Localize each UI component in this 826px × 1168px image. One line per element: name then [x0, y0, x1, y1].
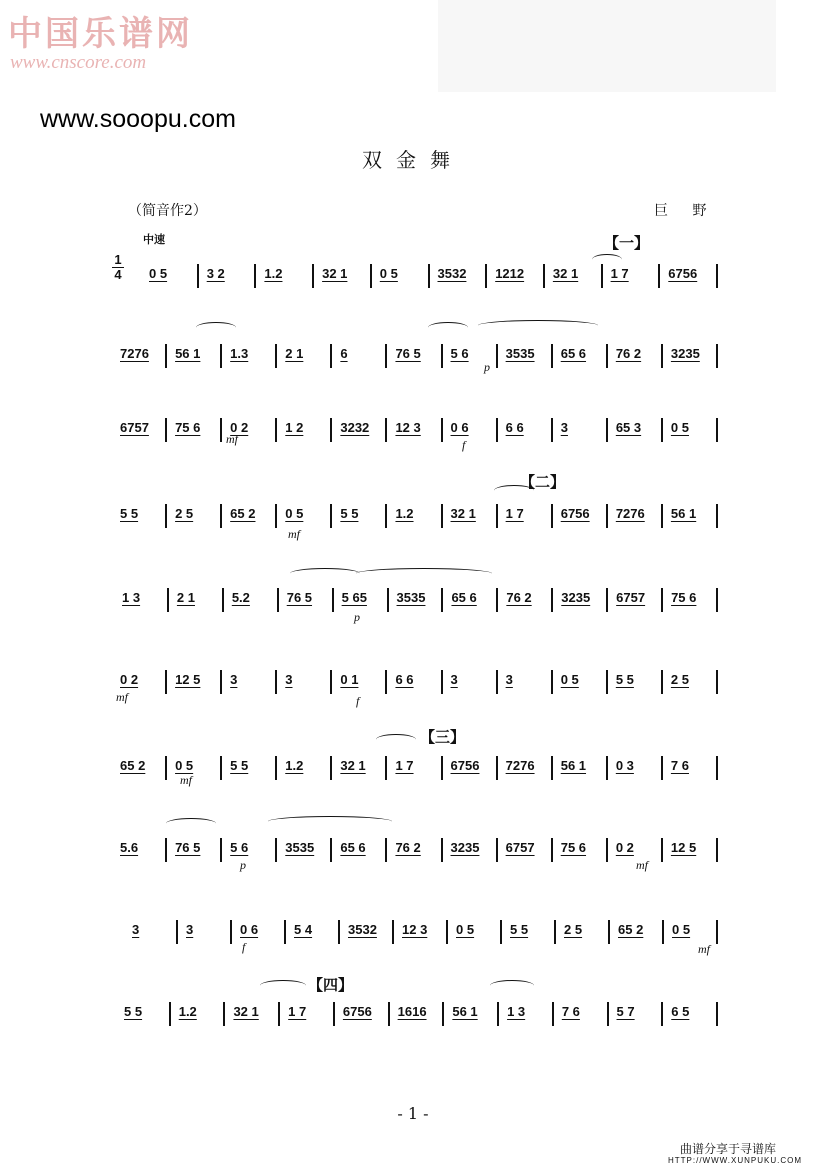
barline [220, 670, 222, 694]
barline [165, 344, 167, 368]
slur [376, 734, 416, 745]
measure-notes: 1.3 [230, 346, 249, 361]
measure-notes: 5 5 [340, 506, 359, 521]
measure-notes: 2 1 [176, 590, 195, 605]
barline [661, 838, 663, 862]
barline [441, 838, 443, 862]
measure-notes: 76 5 [286, 590, 313, 605]
measure-notes: 7276 [505, 758, 535, 773]
barline [312, 264, 314, 288]
measure-notes: 65 6 [560, 346, 587, 361]
measure-notes: 65 3 [615, 420, 642, 435]
barline [277, 588, 279, 612]
dynamic-mf: mf [288, 527, 300, 541]
measure-notes: 1 2 [285, 420, 304, 435]
barline [165, 838, 167, 862]
measure-notes: 5 65 [341, 590, 367, 605]
section-mark-3: 【三】 [420, 728, 466, 746]
section-mark-4: 【四】 [308, 976, 354, 994]
barline [485, 264, 487, 288]
measure-notes: 3532 [437, 266, 467, 281]
barline [165, 504, 167, 528]
barline [385, 418, 387, 442]
barline [330, 344, 332, 368]
measure-notes: 1212 [495, 266, 525, 281]
measure-notes: 7276 [615, 506, 645, 521]
barline [551, 504, 553, 528]
time-signature-bottom: 4 [114, 267, 122, 282]
barline [716, 1002, 718, 1026]
barline [230, 920, 232, 944]
staff-row [110, 500, 732, 540]
measure-notes: 0 1 [340, 672, 359, 687]
barline [165, 670, 167, 694]
barline [601, 264, 603, 288]
barline [658, 264, 660, 288]
dynamic-mf: mf [180, 773, 192, 787]
measure-notes: 56 1 [670, 506, 697, 521]
barline [606, 344, 608, 368]
barline [275, 756, 277, 780]
measure-notes: 0 2 [230, 420, 249, 435]
measure-notes: 5 7 [616, 1004, 635, 1019]
staff-row [110, 666, 732, 706]
barline [330, 418, 332, 442]
measure-notes: 1.2 [264, 266, 283, 281]
measure-notes: 0 5 [149, 266, 168, 281]
barline [330, 756, 332, 780]
barline [716, 920, 718, 944]
barline [496, 838, 498, 862]
dynamic-f: f [462, 438, 466, 452]
barline [606, 588, 608, 612]
measure-notes: 3235 [670, 346, 700, 361]
barline [169, 1002, 171, 1026]
measure-notes: 5 4 [294, 922, 313, 937]
barline [165, 418, 167, 442]
measure-notes: 6 6 [395, 672, 414, 687]
measure-notes: 75 6 [671, 590, 697, 605]
measure-notes: 76 2 [506, 590, 532, 605]
measure-notes: 0 5 [560, 672, 579, 687]
measure-notes: 3535 [505, 346, 535, 361]
measure-notes: 6 [340, 346, 348, 361]
barline [278, 1002, 280, 1026]
barline [370, 264, 372, 288]
composer: 巨 野 [654, 203, 717, 219]
barline [220, 838, 222, 862]
measure-notes: 12 5 [670, 840, 697, 855]
barline [275, 344, 277, 368]
slur [260, 980, 306, 991]
measure-notes: 5 5 [510, 922, 529, 937]
dynamic-f: f [356, 694, 360, 708]
barline [197, 264, 199, 288]
measure-notes: 3235 [450, 840, 480, 855]
barline [220, 756, 222, 780]
barline [441, 670, 443, 694]
barline [606, 504, 608, 528]
measure-notes: 0 2 [120, 672, 139, 687]
measure-notes: 2 5 [670, 672, 689, 687]
staff-row [110, 916, 732, 956]
slur [478, 320, 598, 331]
measure-notes: 76 5 [395, 346, 421, 361]
barline [716, 838, 718, 862]
slur [290, 568, 360, 579]
measure-notes: 1.2 [178, 1004, 197, 1019]
measure-notes: 1 7 [395, 758, 414, 773]
barline [442, 1002, 444, 1026]
dynamic-f: f [242, 940, 246, 954]
barline [716, 670, 718, 694]
slur [196, 322, 236, 333]
barline [496, 418, 498, 442]
barline [496, 504, 498, 528]
barline [716, 264, 718, 288]
measure-notes: 0 5 [456, 922, 475, 937]
measure-notes: 3 [450, 672, 458, 687]
measure-notes: 7 6 [670, 758, 689, 773]
barline [496, 670, 498, 694]
measure-notes: 3 [230, 672, 238, 687]
barline [543, 264, 545, 288]
measure-notes: 56 1 [175, 346, 201, 361]
barline [220, 504, 222, 528]
barline [385, 504, 387, 528]
measure-notes: 12 5 [175, 672, 201, 687]
barline [220, 344, 222, 368]
barline [606, 838, 608, 862]
measure-notes: 6 6 [505, 420, 524, 435]
barline [497, 1002, 499, 1026]
measure-notes: 3232 [340, 420, 370, 435]
watermark-title: 中国乐谱网 [8, 14, 193, 54]
barline [338, 920, 340, 944]
measure-notes: 6757 [120, 420, 149, 435]
slur [356, 568, 492, 579]
watermark-box [438, 0, 776, 92]
barline [551, 588, 553, 612]
staff-row [110, 260, 732, 300]
measure-notes: 1 7 [610, 266, 629, 281]
measure-notes: 5 6 [230, 840, 249, 855]
measure-notes: 0 3 [615, 758, 634, 773]
measure-notes: 65 2 [230, 506, 256, 521]
measure-notes: 56 1 [560, 758, 587, 773]
section-mark-1: 【一】 [604, 234, 650, 252]
measure-notes: 1 3 [507, 1004, 526, 1019]
measure-notes: 3 [560, 420, 568, 435]
measure-notes: 75 6 [560, 840, 587, 855]
measure-notes: 56 1 [452, 1004, 478, 1019]
measure-notes: 6756 [668, 266, 698, 281]
barline [716, 418, 718, 442]
barline [661, 1002, 663, 1026]
barline [446, 920, 448, 944]
barline [441, 756, 443, 780]
barline [716, 344, 718, 368]
barline [661, 670, 663, 694]
measure-notes: 32 1 [322, 266, 348, 281]
barline [606, 670, 608, 694]
measure-notes: 65 6 [451, 590, 477, 605]
staff-row [110, 340, 732, 380]
measure-notes: 1 7 [505, 506, 524, 521]
dynamic-mf: mf [116, 690, 128, 704]
site-url[interactable]: www.sooopu.com [40, 105, 236, 133]
barline [551, 838, 553, 862]
barline [551, 344, 553, 368]
measure-notes: 1.2 [285, 758, 304, 773]
barline [275, 504, 277, 528]
barline [441, 344, 443, 368]
staff-row [110, 752, 732, 792]
measure-notes: 6756 [560, 506, 590, 521]
measure-notes: 76 5 [175, 840, 201, 855]
measure-notes: 32 1 [552, 266, 579, 281]
barline [500, 920, 502, 944]
measure-notes: 5.2 [231, 590, 250, 605]
barline [608, 920, 610, 944]
measure-notes: 3 [285, 672, 293, 687]
staff-row [110, 998, 732, 1038]
measure-notes: 1616 [397, 1004, 427, 1019]
barline [330, 504, 332, 528]
measure-notes: 1 7 [288, 1004, 307, 1019]
dynamic-p: p [354, 610, 360, 624]
barline [496, 756, 498, 780]
barline [428, 264, 430, 288]
measure-notes: 3 [132, 922, 140, 937]
barline [330, 838, 332, 862]
measure-notes: 65 2 [618, 922, 644, 937]
measure-notes: 0 5 [670, 420, 689, 435]
slur [428, 322, 468, 333]
measure-notes: 2 5 [175, 506, 194, 521]
barline [385, 756, 387, 780]
barline [176, 920, 178, 944]
staff-row [110, 414, 732, 454]
measure-notes: 5.6 [120, 840, 139, 855]
measure-notes: 6757 [616, 590, 646, 605]
measure-notes: 3532 [348, 922, 377, 937]
staff-row [110, 584, 732, 624]
barline [388, 1002, 390, 1026]
barline [275, 838, 277, 862]
footer-url[interactable]: HTTP://WWW.XUNPUKU.COM [668, 1156, 802, 1165]
measure-notes: 5 5 [120, 506, 139, 521]
song-title: 双金舞 [362, 148, 464, 172]
barline [716, 588, 718, 612]
measure-notes: 3 [186, 922, 194, 937]
measure-notes: 76 2 [395, 840, 421, 855]
barline [220, 418, 222, 442]
measure-notes: 6756 [342, 1004, 372, 1019]
barline [716, 504, 718, 528]
barline [385, 344, 387, 368]
barline [552, 1002, 554, 1026]
slur [166, 818, 216, 829]
section-mark-2: 【二】 [520, 473, 566, 491]
measure-notes: 0 5 [285, 506, 304, 521]
measure-notes: 5 5 [615, 672, 634, 687]
barline [661, 418, 663, 442]
barline [392, 920, 394, 944]
measure-notes: 7 6 [561, 1004, 580, 1019]
slur [268, 816, 392, 827]
measure-notes: 32 1 [450, 506, 476, 521]
slur [494, 485, 534, 496]
measure-notes: 1 3 [122, 590, 141, 605]
measure-notes: 1.2 [395, 506, 414, 521]
measure-notes: 0 5 [379, 266, 398, 281]
barline [606, 418, 608, 442]
barline [387, 588, 389, 612]
barline [332, 588, 334, 612]
barline [441, 418, 443, 442]
barline [254, 264, 256, 288]
measure-notes: 0 6 [240, 922, 259, 937]
measure-notes: 5 5 [230, 758, 249, 773]
measure-notes: 32 1 [340, 758, 366, 773]
time-signature-top: 1 [114, 252, 122, 267]
page-number: - 1 - [397, 1104, 429, 1123]
barline [385, 838, 387, 862]
measure-notes: 0 5 [672, 922, 691, 937]
barline [551, 418, 553, 442]
measure-notes: 0 6 [450, 420, 469, 435]
barline [441, 504, 443, 528]
barline [441, 588, 443, 612]
measure-notes: 6 5 [671, 1004, 690, 1019]
barline [551, 670, 553, 694]
barline [333, 1002, 335, 1026]
barline [716, 756, 718, 780]
barline [330, 670, 332, 694]
staff-row [110, 834, 732, 874]
dynamic-mf: mf [698, 942, 710, 956]
barline [222, 588, 224, 612]
measure-notes: 32 1 [233, 1004, 259, 1019]
measure-notes: 0 2 [615, 840, 634, 855]
measure-notes: 3235 [561, 590, 591, 605]
dynamic-p: p [484, 360, 490, 374]
barline [554, 920, 556, 944]
barline [661, 504, 663, 528]
watermark-url: www.cnscore.com [10, 52, 147, 73]
barline [385, 670, 387, 694]
barline [662, 920, 664, 944]
measure-notes: 12 3 [395, 420, 421, 435]
measure-notes: 3 [505, 672, 513, 687]
slur [490, 980, 534, 991]
measure-notes: 7276 [120, 346, 149, 361]
barline [496, 344, 498, 368]
measure-notes: 2 1 [285, 346, 304, 361]
measure-notes: 6756 [450, 758, 480, 773]
barline [223, 1002, 225, 1026]
measure-notes: 65 2 [120, 758, 146, 773]
barline [661, 344, 663, 368]
measure-notes: 3 2 [206, 266, 225, 281]
measure-notes: 65 6 [340, 840, 366, 855]
dynamic-p: p [240, 858, 246, 872]
barline [551, 756, 553, 780]
dynamic-mf: mf [636, 858, 648, 872]
footer-text: 曲谱分享于寻谱库 [680, 1142, 777, 1156]
barline [607, 1002, 609, 1026]
barline [275, 670, 277, 694]
measure-notes: 2 5 [564, 922, 583, 937]
measure-notes: 5 6 [450, 346, 469, 361]
measure-notes: 76 2 [615, 346, 642, 361]
barline [496, 588, 498, 612]
measure-notes: 3535 [396, 590, 426, 605]
barline [284, 920, 286, 944]
measure-notes: 75 6 [175, 420, 201, 435]
measure-notes: 3535 [285, 840, 315, 855]
barline [606, 756, 608, 780]
dynamic-mf: mf [226, 432, 238, 446]
key-note: （简音作2） [128, 203, 207, 219]
tempo-marking: 中速 [143, 233, 165, 246]
barline [661, 756, 663, 780]
measure-notes: 12 3 [402, 922, 428, 937]
barline [661, 588, 663, 612]
measure-notes: 0 5 [175, 758, 194, 773]
barline [167, 588, 169, 612]
barline [165, 756, 167, 780]
measure-notes: 5 5 [124, 1004, 143, 1019]
barline [275, 418, 277, 442]
measure-notes: 6757 [505, 840, 535, 855]
